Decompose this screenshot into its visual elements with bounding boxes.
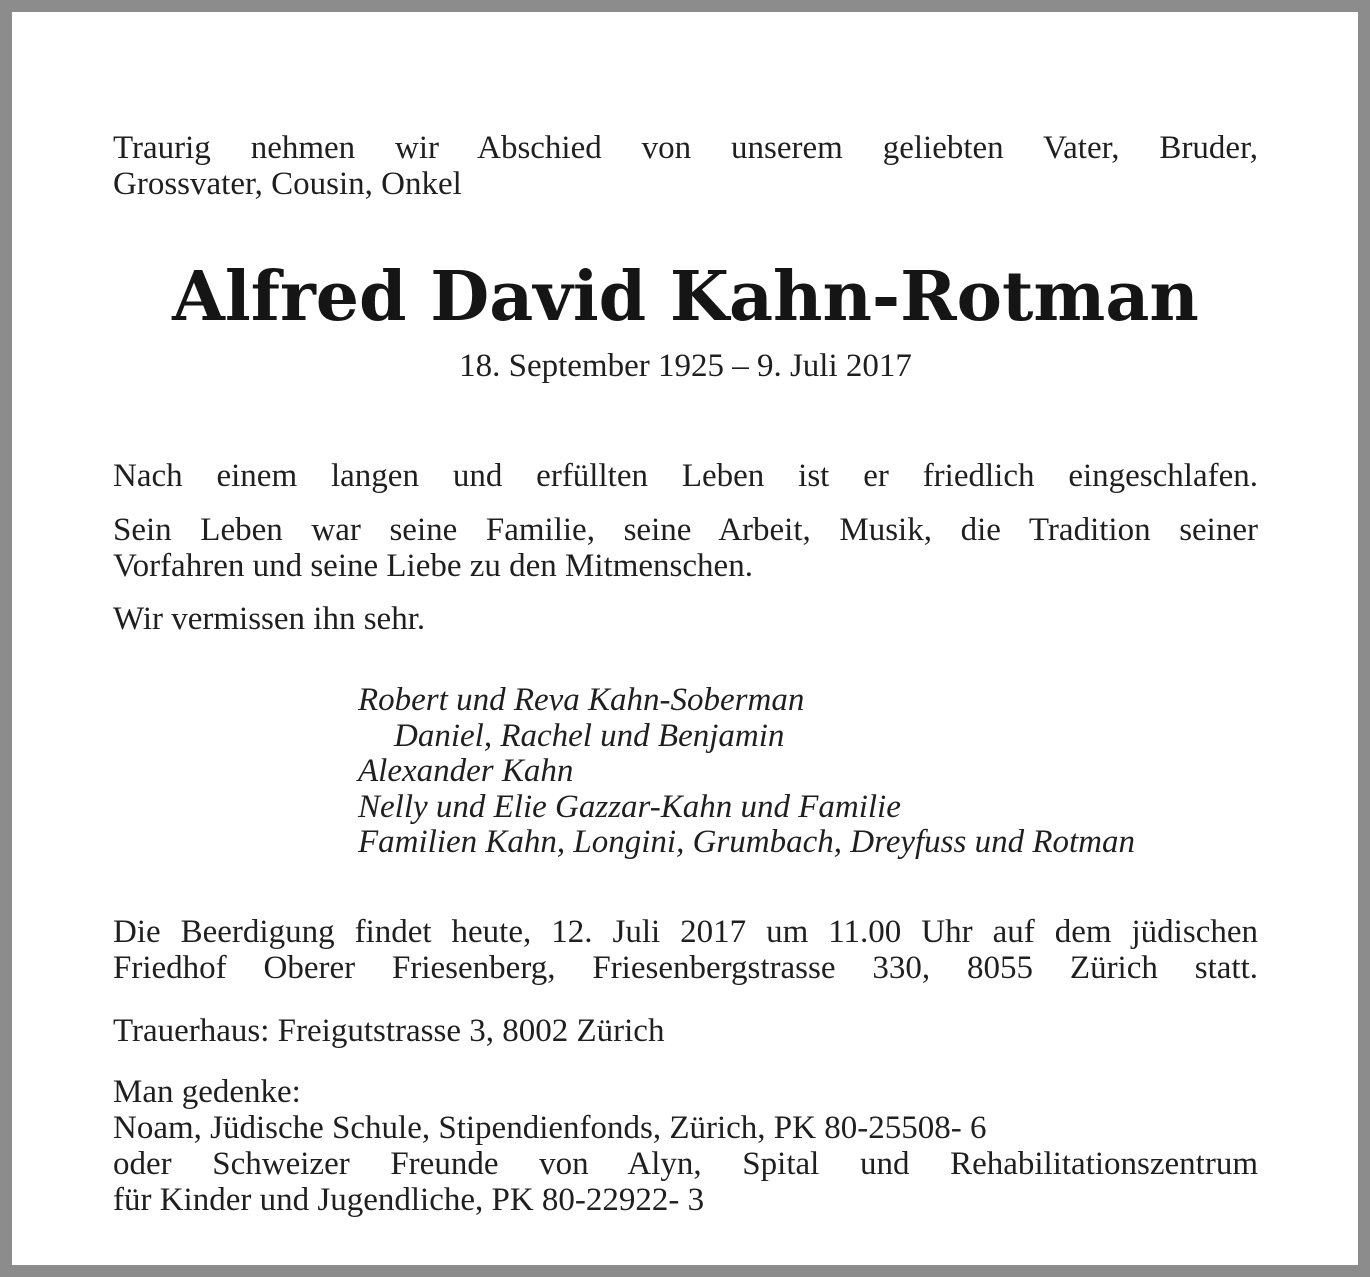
- mourner-entry: Robert und Reva Kahn-Soberman: [358, 682, 805, 718]
- donation-line-3: für Kinder und Jugendliche, PK 80-22922- 3: [113, 1182, 705, 1218]
- message-line: Wir vermissen ihn sehr.: [113, 601, 426, 637]
- mourning-house-address: Trauerhaus: Freigutstrasse 3, 8002 Zürich: [113, 1013, 665, 1049]
- message-paragraph-1: [113, 458, 1258, 494]
- mourner-entry: Alexander Kahn: [358, 753, 574, 789]
- funeral-notice: [113, 914, 1258, 986]
- message-paragraph-3: [113, 601, 1258, 637]
- mourning-house: [113, 1013, 1258, 1049]
- mourners-list: [358, 683, 1135, 861]
- obituary-page: [12, 12, 1358, 1265]
- life-dates: 18. September 1925 – 9. Juli 2017: [459, 348, 912, 384]
- mourner-entry: Familien Kahn, Longini, Grumbach, Dreyfuss und Rotman: [358, 824, 1135, 860]
- mourner-entry: Daniel, Rachel und Benjamin: [394, 717, 785, 754]
- mourner-entry: Nelly und Elie Gazzar-Kahn und Familie: [358, 788, 901, 825]
- funeral-line-1: Die Beerdigung findet heute, 12. Juli 2017 um 11.00 Uhr auf dem jüdischen: [113, 914, 1258, 950]
- intro-line-1: Traurig nehmen wir Abschied von unserem geliebten Vater, Bruder,: [113, 130, 1258, 166]
- intro-line-2: Grossvater, Cousin, Onkel: [113, 166, 462, 202]
- intro-text: [113, 130, 1258, 202]
- donation-line-1: Noam, Jüdische Schule, Stipendienfonds, Zürich, PK 80-25508- 6: [113, 1110, 987, 1146]
- deceased-name: Alfred David Kahn-Rotman: [172, 257, 1199, 337]
- donation-notice: [113, 1074, 1258, 1218]
- message-line: Sein Leben war seine Familie, seine Arbeit, Musik, die Tradition seiner: [113, 512, 1258, 548]
- message-line: Vorfahren und seine Liebe zu den Mitmenschen.: [113, 548, 753, 584]
- funeral-line-2: Friedhof Oberer Friesenberg, Friesenbergstrasse 330, 8055 Zürich statt.: [113, 950, 1258, 986]
- message-paragraph-2: [113, 512, 1258, 584]
- donation-line-2: oder Schweizer Freunde von Alyn, Spital und Rehabilitationszentrum: [113, 1146, 1258, 1182]
- donation-heading: Man gedenke:: [113, 1074, 301, 1110]
- message-line: Nach einem langen und erfüllten Leben ist er friedlich eingeschlafen.: [113, 458, 1258, 494]
